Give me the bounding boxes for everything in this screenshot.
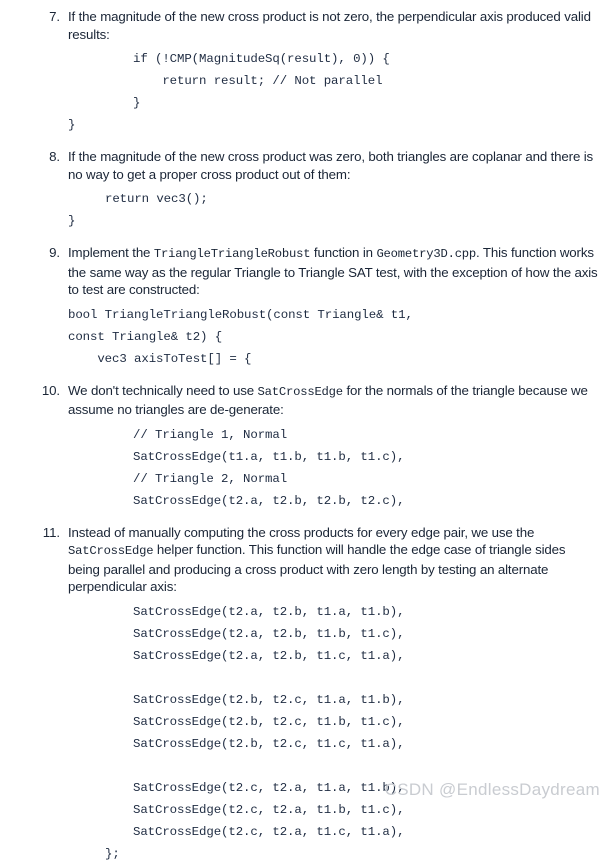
text-segment: Implement the [68,245,154,260]
code-line: // Triangle 1, Normal [133,427,288,442]
code-line: SatCrossEdge(t2.b, t2.c, t1.c, t1.a), [133,736,405,751]
code-line: SatCrossEdge(t2.b, t2.c, t1.a, t1.b), [133,692,405,707]
list-item [20,524,598,865]
list-item [20,244,598,370]
code-block [133,821,598,843]
text-segment: We don't technically need to use [68,382,258,398]
code-block [133,446,598,468]
list-item-text [68,524,598,596]
code-block [133,468,598,490]
code-block [105,843,598,865]
inline-code: Geometry3D.cpp [376,247,477,261]
code-block [133,601,598,623]
code-block [133,70,598,92]
code-line: SatCrossEdge(t2.c, t2.a, t1.c, t1.a), [133,824,405,839]
inline-code: TriangleTriangleRobust [153,247,311,261]
list-item-text [68,244,598,299]
list-marker: 11. [42,524,60,540]
list-item [20,8,598,136]
inline-code: SatCrossEdge [68,544,154,558]
code-line: }; [105,846,120,861]
list-item-text [68,148,598,183]
list-item-text [68,8,598,43]
code-block [133,733,598,755]
code-line: SatCrossEdge(t2.c, t2.a, t1.a, t1.b), [133,780,405,795]
csdn-watermark: CSDN @EndlessDaydream [384,780,600,799]
code-block-blank [133,755,598,777]
code-block [133,92,598,114]
code-block [68,304,598,326]
code-line: SatCrossEdge(t2.c, t2.a, t1.b, t1.c), [133,802,405,817]
code-line: SatCrossEdge(t1.a, t1.b, t1.b, t1.c), [133,449,405,464]
code-block [133,711,598,733]
text-segment: helper function. This function will handle the edge case of triangle sides being parallel and producing a cross product with zero length by testing an alternate perpendicular axis: [68,542,566,594]
code-block [68,114,598,136]
code-block [133,623,598,645]
code-line: return result; // Not parallel [133,74,383,88]
list-marker: 9. [49,245,60,260]
code-block [133,48,598,70]
list-item [20,382,598,512]
code-block [68,326,598,348]
list-marker: 8. [49,149,60,164]
code-line: SatCrossEdge(t2.a, t2.b, t1.b, t1.c), [133,626,405,641]
text-segment: If the magnitude of the new cross product was zero, both triangles are coplanar and there is no way to get a proper cross product out of them: [68,149,594,182]
code-line: SatCrossEdge(t2.a, t2.b, t1.c, t1.a), [133,648,405,663]
code-block [68,210,598,232]
text-segment: Instead of manually computing the cross products for every edge pair, we use the [68,524,535,540]
code-block [133,799,598,821]
list-marker: 10. [41,382,60,398]
code-block-blank [133,667,598,689]
text-segment: . This function works the same way as the regular Triangle to Triangle SAT test, with the exception of how the axis to test are constructed: [68,245,598,297]
text-segment: If the magnitude of the new cross product is not zero, the perpendicular axis produced valid results: [68,9,591,42]
code-block [133,645,598,667]
code-line: bool TriangleTriangleRobust(const Triangle& t1, [68,307,413,322]
code-line: vec3 axisToTest[] = { [68,351,252,366]
code-line: } [133,96,141,110]
code-block [133,424,598,446]
text-segment: function in [310,245,377,260]
code-line: SatCrossEdge(t2.b, t2.c, t1.b, t1.c), [133,714,405,729]
code-line: // Triangle 2, Normal [133,471,288,486]
code-line: } [68,118,76,132]
list-marker: 7. [49,9,60,24]
code-line: SatCrossEdge(t2.a, t2.b, t1.a, t1.b), [133,604,405,619]
text-segment: for the normals of the triangle because we assume no triangles are de-generate: [68,382,588,417]
code-line: if (!CMP(MagnitudeSq(result), 0)) { [133,52,390,66]
code-block [68,348,598,370]
list-item [20,148,598,232]
code-block [133,689,598,711]
code-block [133,490,598,512]
code-line: SatCrossEdge(t2.a, t2.b, t2.b, t2.c), [133,493,405,508]
code-block [133,777,598,799]
inline-code: SatCrossEdge [257,384,343,399]
code-block [105,188,598,210]
code-line: return vec3(); [105,192,208,206]
instruction-list [20,8,598,865]
code-line: const Triangle& t2) { [68,329,223,344]
code-line: } [68,214,76,228]
list-item-text [68,382,598,419]
document-content [20,8,598,865]
